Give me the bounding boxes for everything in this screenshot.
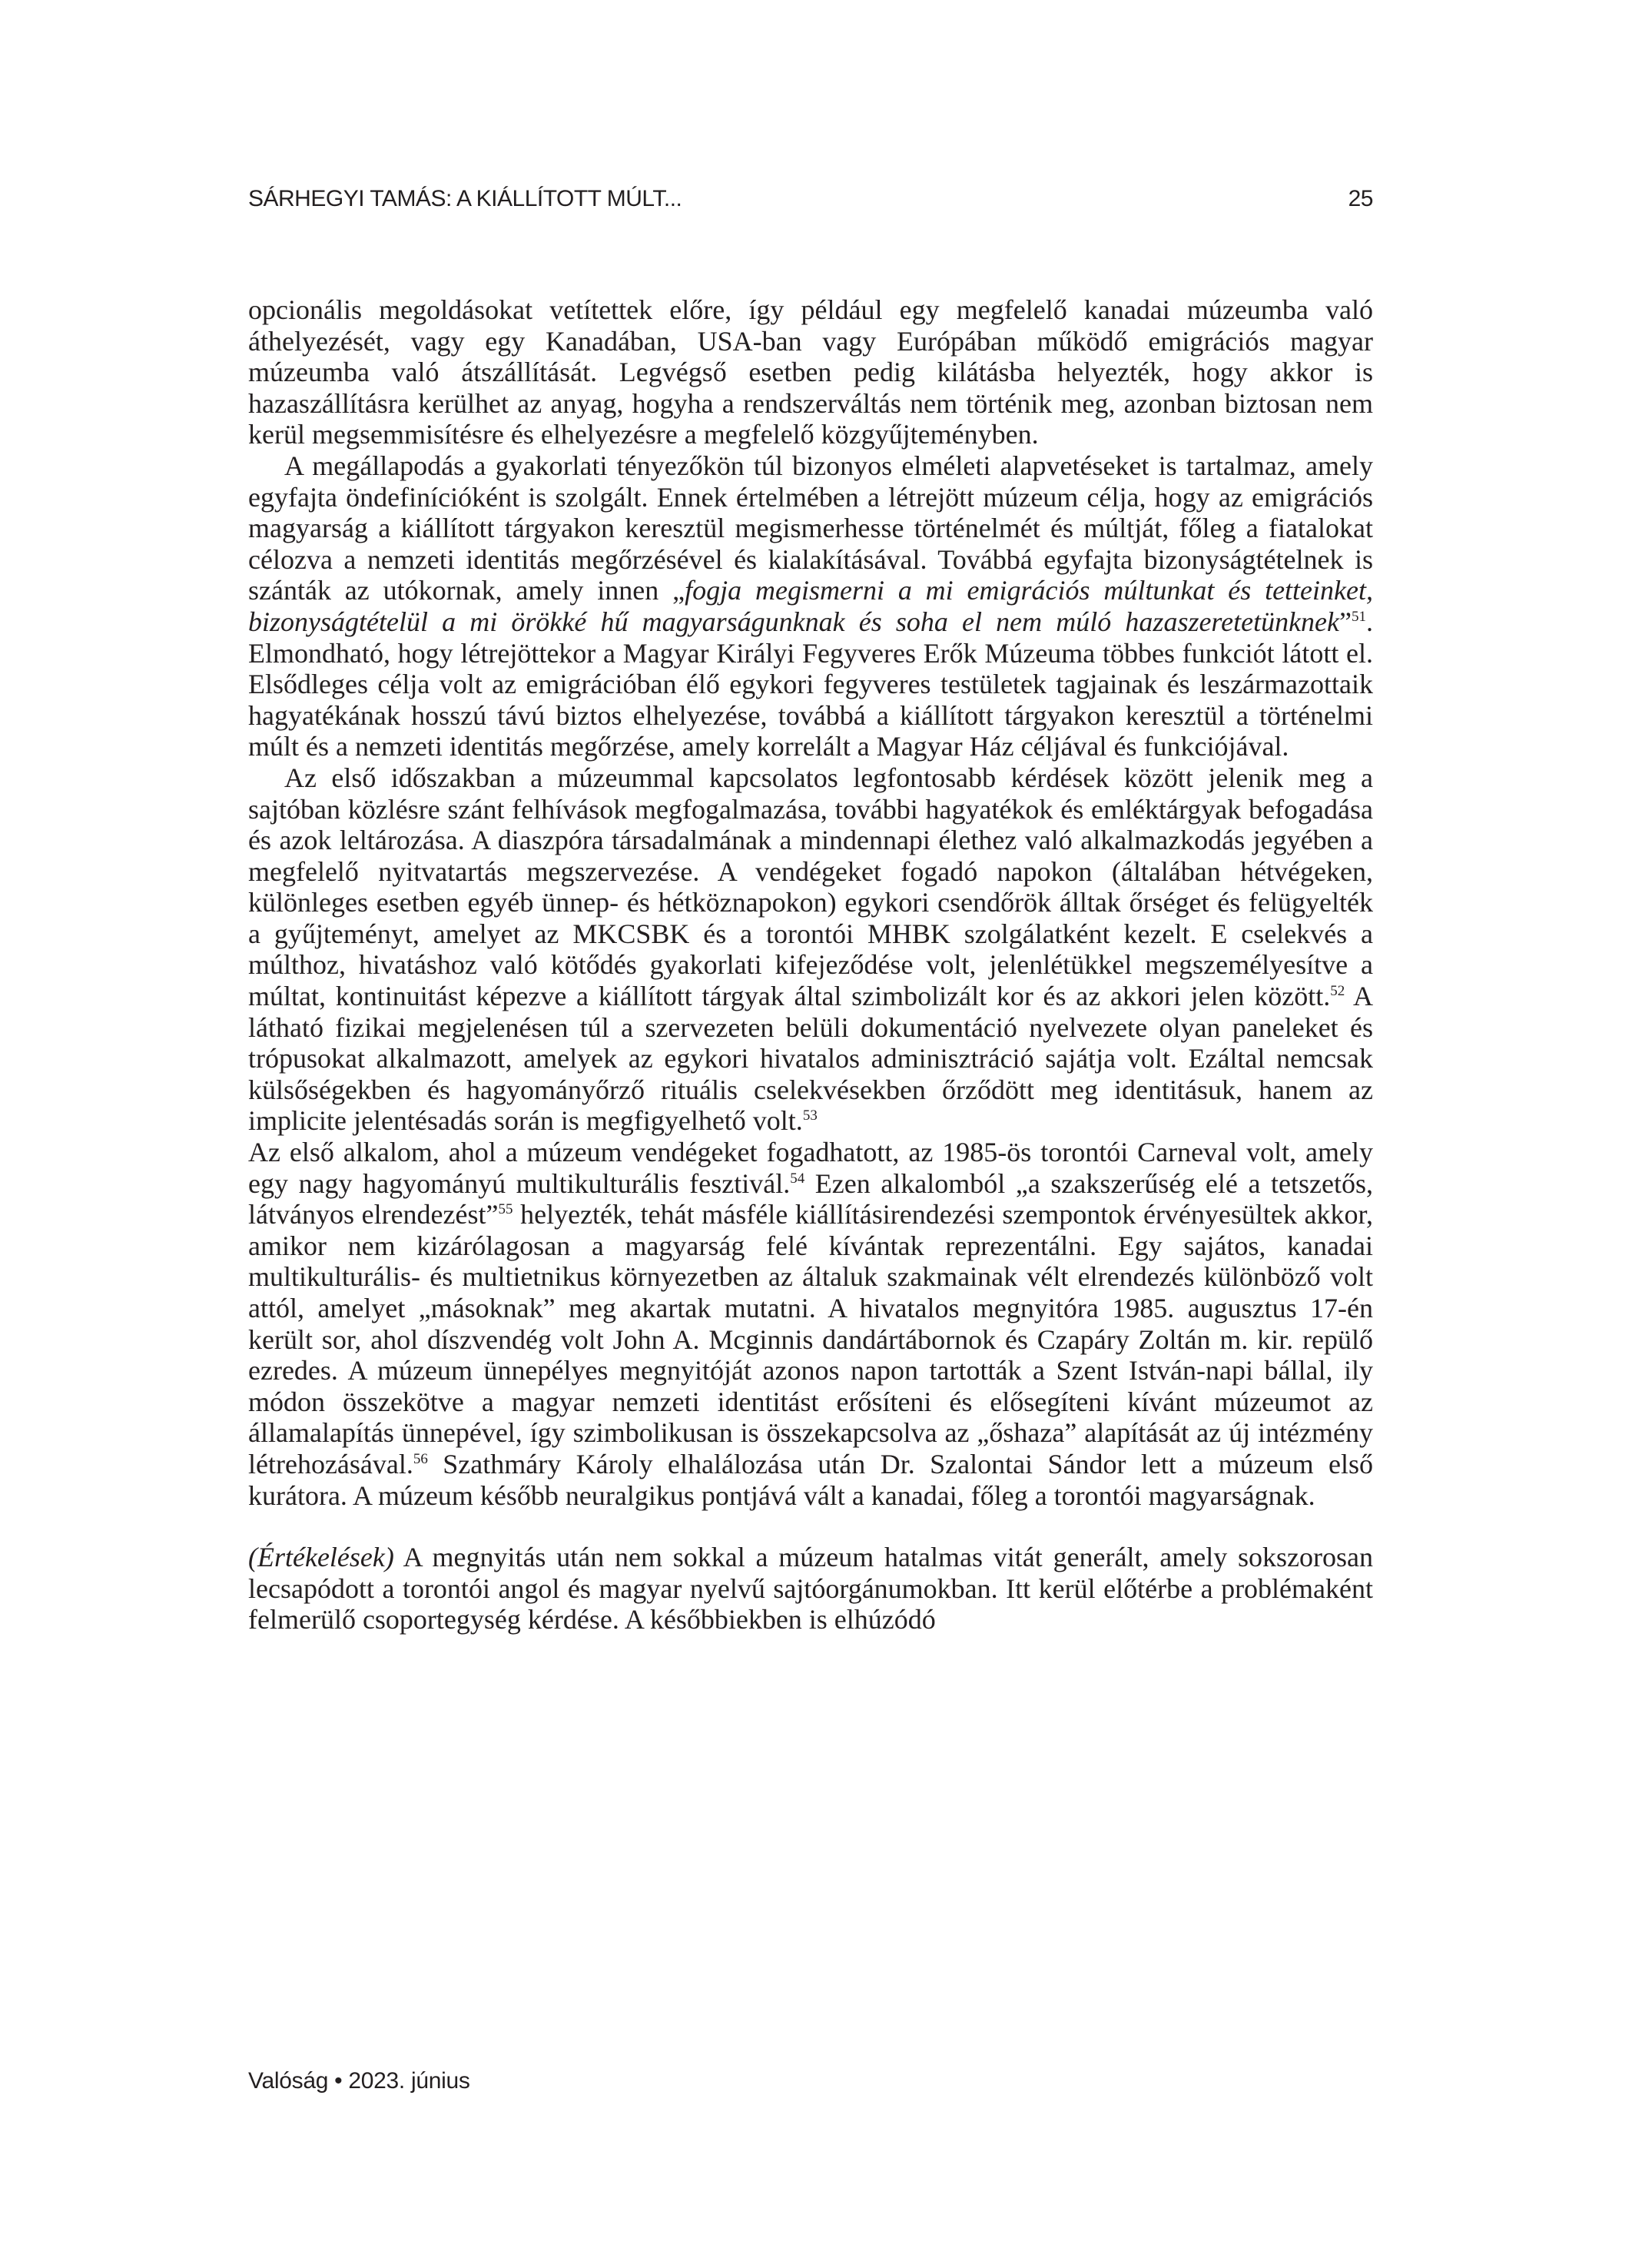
paragraph-3 <box>248 762 1373 1137</box>
page-footer <box>248 2068 470 2094</box>
quotation-italic: fogja megismerni a mi emigrációs múltunkat és tetteinket, bizonyságtételül a mi örökké hű magyarságunknak és soha el nem múló hazaszeretetünknek <box>248 575 1373 637</box>
text-run: Az első alkalom, ahol a múzeum vendégeket fogadhatott, az 1985-ös torontói Carneval volt, amely egy nagy hagyományú multikulturális fesztivál. <box>248 1137 1373 1199</box>
paragraph-5 <box>248 1542 1373 1635</box>
section-label-italic: (Értékelések) <box>248 1542 394 1573</box>
footnote-ref-54[interactable]: 54 <box>790 1170 805 1187</box>
footnote-ref-56[interactable]: 56 <box>413 1450 428 1467</box>
paragraph-1 <box>248 294 1373 450</box>
text-run: helyezték, tehát másféle kiállításirendezési szempontok érvényesültek akkor, amikor nem kizárólagosan a magyarság felé kívántak reprezentálni. Egy sajátos, kanadai multikulturális- és multietnikus környezetben az általuk szakmainak vélt elrendezés különböző volt attól, amelyet „másoknak” meg akartak mutatni. A hivatalos megnyitóra 1985. augusztus 17-én került sor, ahol díszvendég volt John A. Mcginnis dandártábornok és Czapáry Zoltán m. kir. repülő ezredes. A múzeum ünnepélyes megnyitóját azonos napon tartották a Szent István-napi bállal, ily módon összekötve a magyar nemzeti identitást erősíteni és elősegíteni kívánt múzeumot az államalapítás ünnepével, így szimbolikusan is összekapcsolva az „őshaza” alapítását az új intézmény létrehozásával. <box>248 1199 1374 1479</box>
text-run: . Elmondható, hogy létrejöttekor a Magyar Királyi Fegyveres Erők Múzeuma többes funkciót látott el. Elsődleges célja volt az emigrációban élő egykori fegyveres testületek tagjainak és leszármazottaik hagyatékának hosszú távú biztos elhelyezése, továbbá a kiállított tárgyakon keresztül a történelmi múlt és a nemzeti identitás megőrzése, amely korrelált a Magyar Ház céljával és funkciójával. <box>248 606 1373 762</box>
text-run: Ezen alkalomból „a szakszerűség elé a tetszetős, látványos elrendezést” <box>248 1167 1373 1230</box>
paragraph-4 <box>248 1137 1373 1511</box>
page-number: 25 <box>1348 186 1373 211</box>
closing-quote: ” <box>1339 606 1352 637</box>
footnote-ref-53[interactable]: 53 <box>802 1107 818 1124</box>
text-run: A megállapodás a gyakorlati tényezőkön túl bizonyos elméleti alapvetéseket is tartalmaz, amely egyfajta öndefinícióként is szolgált. Ennek értelmében a létrejött múzeum célja, hogy az emigrációs magyarság a kiállított tárgyakon keresztül megismerhesse történelmét és múltját, főleg a fiatalokat célozva a nemzeti identitás megőrzésével és kialakításával. Továbbá egyfajta bizonyságtételnek is szánták az utókornak, amely innen „ <box>248 450 1373 606</box>
text-run: Az első időszakban a múzeummal kapcsolatos legfontosabb kérdések között jelenik meg a sajtóban közlésre szánt felhívások megfogalmazása, további hagyatékok és emléktárgyak befogadása és azok leltározása. A diaszpóra társadalmának a mindennapi élethez való alkalmazkodás jegyében a megfelelő nyitvatartás megszervezése. A vendégeket fogadó napokon (általában hétvégeken, különleges esetben egyéb ünnep- és hétköznapokon) egykori csendőrök álltak őrséget és felügyelték a gyűjteményt, amelyet az MKCSBK és a torontói MHBK szolgálatként kezelt. E cselekvés a múlthoz, hivatáshoz való kötődés gyakorlati kifejeződése volt, jelenlétükkel megszemélyesítve a múltat, kontinuitást képezve a kiállított tárgyak által szimbolizált kor és az akkori jelen között. <box>248 762 1373 1012</box>
running-title: SÁRHEGYI TAMÁS: A KIÁLLÍTOTT MÚLT... <box>248 186 682 211</box>
footnote-ref-52[interactable]: 52 <box>1330 983 1345 1000</box>
paragraph-2 <box>248 450 1373 762</box>
running-header <box>248 186 1373 212</box>
text-run: Szathmáry Károly elhalálozása után Dr. Szalontai Sándor lett a múzeum első kurátora. A múzeum később neuralgikus pontjává vált a kanadai, főleg a torontói magyarságnak. <box>248 1448 1373 1511</box>
footnote-ref-55[interactable]: 55 <box>498 1201 513 1218</box>
journal-issue: Valóság • 2023. június <box>248 2068 470 2094</box>
text-run: opcionális megoldásokat vetítettek előre, így például egy megfelelő kanadai múzeumba való áthelyezését, vagy egy Kanadában, USA-ban vagy Európában működő emigrációs magyar múzeumba való átszállítását. Legvégső esetben pedig kilátásba helyezték, hogy akkor is hazaszállításra kerülhet az anyag, hogyha a rendszerváltás nem történik meg, azonban biztosan nem kerül megsemmisítésre és elhelyezésre a megfelelő közgyűjteményben. <box>248 294 1373 450</box>
footnote-ref-51[interactable]: 51 <box>1352 608 1366 625</box>
text-run: A megnyitás után nem sokkal a múzeum hatalmas vitát generált, amely sokszorosan lecsapódott a torontói angol és magyar nyelvű sajtóorgánumokban. Itt kerül előtérbe a problémaként felmerülő csoportegység kérdése. A későbbiekben is elhúzódó <box>248 1542 1373 1635</box>
article-body <box>248 294 1373 1635</box>
text-run: A látható fizikai megjelenésen túl a szervezeten belüli dokumentáció nyelvezete olyan paneleket és trópusokat alkalmazott, amelyek az egykori hivatalos adminisztráció sajátja volt. Ezáltal nemcsak külsőségekben és hagyományőrző rituális cselekvésekben őrződött meg identitásuk, hanem az implicite jelentésadás során is megfigyelhető volt. <box>248 981 1373 1137</box>
